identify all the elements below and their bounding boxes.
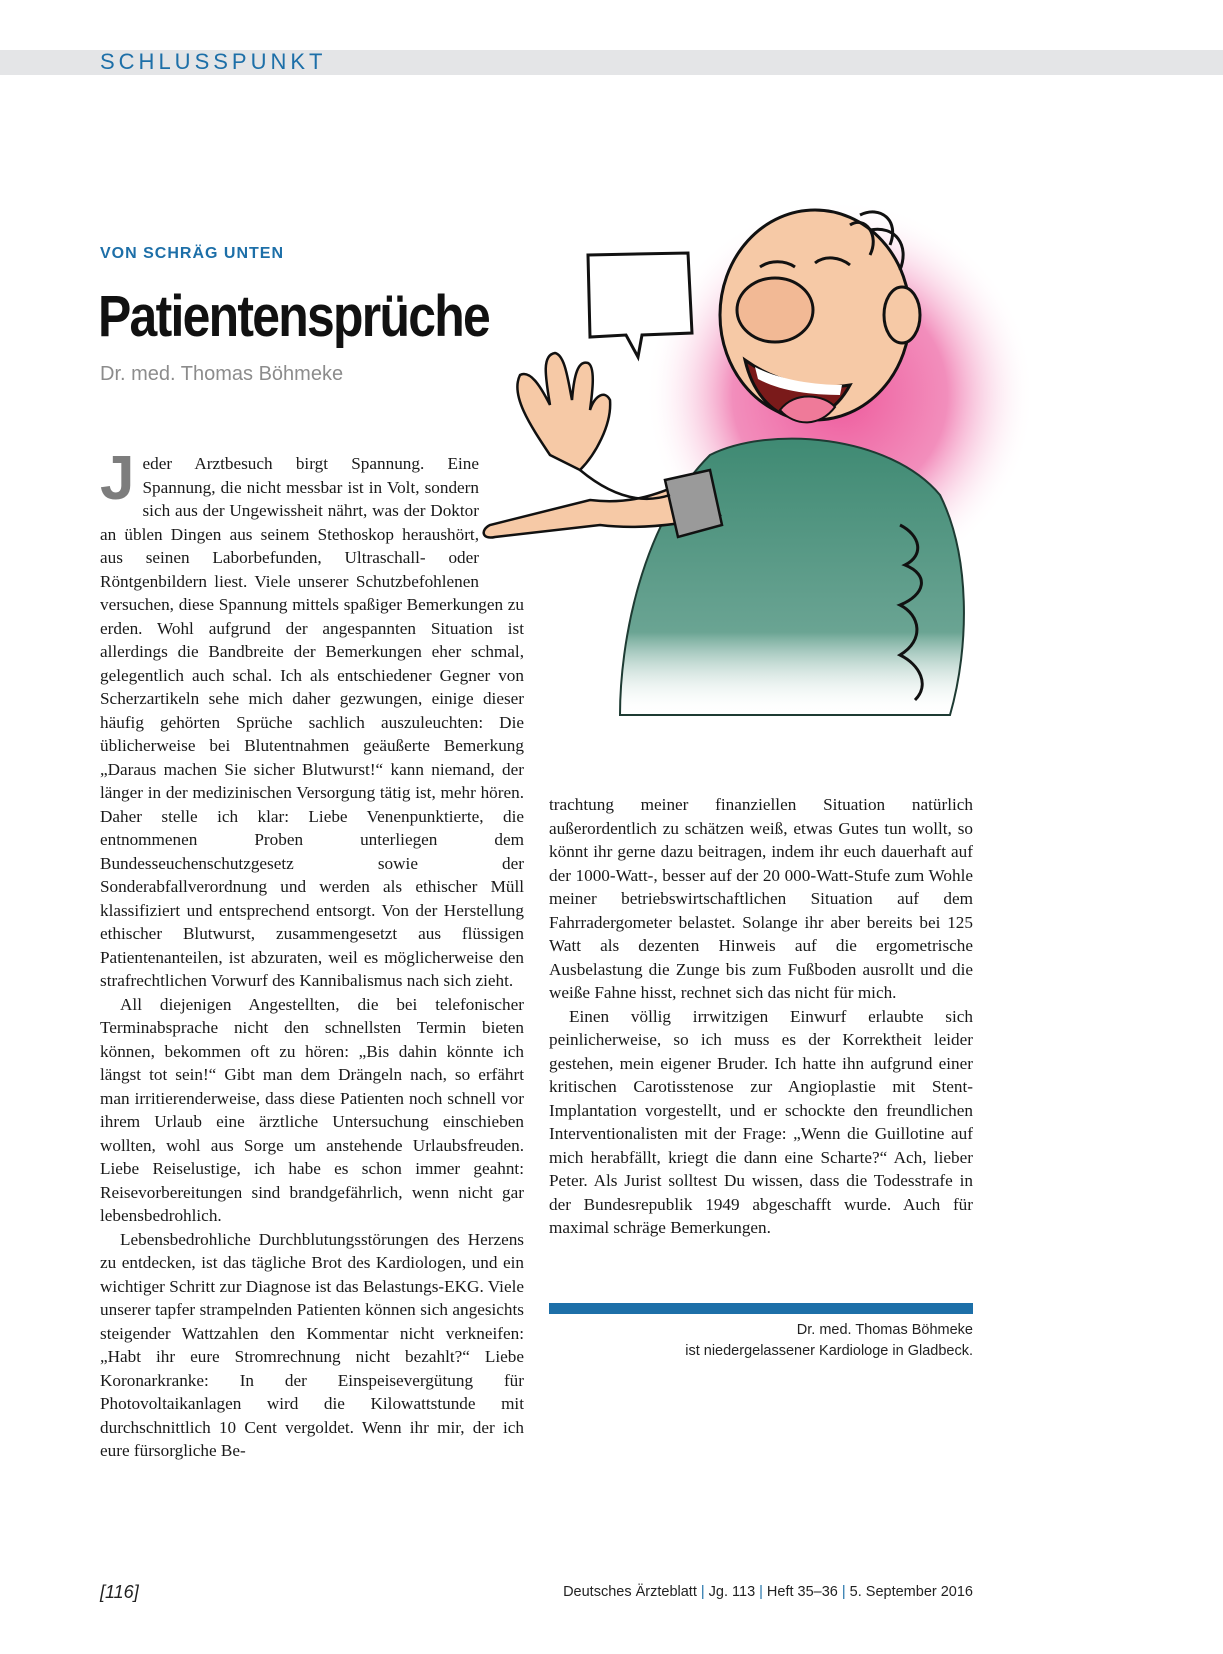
page-number: [116] <box>100 1582 139 1602</box>
drop-cap: J <box>100 444 135 513</box>
article-paragraph-5: Einen völlig irrwitzigen Einwurf erlaubte sich peinlicherweise, so ich muss es der Korrektheit leider gestehen, mein eigener Bruder. Ich hatte ihn aufgrund einer kritischen Carotisstenose zur Angioplastie mit Stent-Implantation vorgestellt, und er schockte den freundlichen Interventionalisten mit der Frage: „Wenn die Guillotine auf mich herabfällt, kriegt die dann eine Scharte?“ Ach, lieber Peter. Als Jurist solltest Du wissen, dass die Todesstrafe in der Bundesrepublik 1949 abgeschafft wurde. Auch für maximal schräge Bemerkungen. <box>549 1006 973 1237</box>
footer-issue: Heft 35–36 <box>766 1584 838 1600</box>
author-bio-name: Dr. med. Thomas Böhmeke <box>796 1322 973 1338</box>
article-paragraph-4: trachtung meiner finanziellen Situation natürlich außerordentlich zu schätzen weiß, etwas Gutes tun wollt, so könnt ihr gerne dazu beitragen, indem ihr euch dauerhaft auf der 1000-Watt-, besser auf der 20 000-Watt-Stufe zum Wohle meiner betriebswirtschaftlichen Situation auf dem Fahrradergometer belastet. Solange ihr aber bereits bei 125 Watt als dezenten Hinweis auf die ergometrische Ausbelastung die Zunge bis zum Fußboden ausrollt und die weiße Fahne hisst, rechnet sich das nicht für mich. <box>549 795 973 1002</box>
footer-date: 5. September 2016 <box>849 1584 973 1600</box>
article-paragraph-3: Lebensbedrohliche Durchblutungsstörungen des Herzens zu entdecken, ist das tägliche Brot des Kardiologen, und ein wichtiger Schritt zur Diagnose ist das Belastungs-EKG. Viele unserer tapfer strampelnden Patienten können sich angesichts steigender Wattzahlen den Kommentar nicht verkneifen: „Habt ihr eure Stromrechnung nicht bezahlt?“ Liebe Koronarkranke: In der Einspeisevergütung für Photovoltaikanlagen wird die Kilowattstunde mit durchschnittlich 10 Cent vergoldet. Wenn ihr mir, der ich eure fürsorgliche Be- <box>100 1229 524 1460</box>
section-label: SCHLUSSPUNKT <box>100 49 327 74</box>
author-bio-text: ist niedergelassener Kardiologe in Gladbeck. <box>685 1343 973 1359</box>
article-title: Patientensprüche <box>98 284 490 349</box>
paragraph-1-text: eder Arztbesuch birgt Spannung. Eine Spannung, die nicht messbar ist in Volt, sondern sich aus der Ungewissheit nährt, was der Doktor an üblen Dingen aus seinem Stethoskop heraushört, aus seinen Laborbefunden, Ultraschall- oder Röntgenbildern liest. Viele unserer Schutzbefohlenen versuchen, diese Spannung mittels spaßiger Bemerkungen zu erden. Wohl aufgrund der angespannten Situation ist allerdings die Bandbreite der Bemerkungen eher schmal, gelegentlich auch schal. Ich als entschiedener Gegner von Scherzartikeln sehe mich daher gezwungen, einige dieser häufig gehörten Sprüche sachlich auszuleuchten: Die üblicherweise bei Blutentnahmen geäußerte Bemerkung „Daraus machen Sie sicher Blutwurst!“ kann niemand, der länger in der medizinischen Versorgung tätig ist, mehr hören. Daher stelle ich klar: Liebe Venenpunktierte, die entnommenen Proben unterliegen dem Bundesseuchenschutzgesetz sowie der Sonderabfallverordnung und werden als ethischer Müll klassifiziert und entsprechend entsorgt. Von der Herstellung ethischer Blutwurst, zusammengesetzt aus flüssigen Patientenanteilen, ist abzuraten, weil es möglicherweise den strafrechtlichen Vorwurf des Kannibalismus nach sich zieht. <box>100 454 524 990</box>
author-bio <box>549 1320 973 1362</box>
article-column-2 <box>549 793 973 1240</box>
article-kicker: VON SCHRÄG UNTEN <box>100 245 285 262</box>
footer-volume: Jg. 113 <box>708 1584 756 1600</box>
footer-citation: Deutsches Ärzteblatt | Jg. 113 | Heft 35–36 | 5. September 2016 <box>563 1584 973 1600</box>
article-paragraph-1 <box>100 444 524 993</box>
article-column-1 <box>100 444 524 1463</box>
article-author: Dr. med. Thomas Böhmeke <box>100 363 344 385</box>
article-paragraph-2: All diejenigen Angestellten, die bei telefonischer Terminabsprache nicht den schnellsten Termin bieten können, bekommen oft zu hören: „Bis dahin könnte ich längst tot sein!“ Gibt man dem Drängeln nach, so erfährt man irritierenderweise, dass diese Patienten noch schnell vor ihrem Urlaub eine ärztliche Untersuchung einschieben wollten, wohl aus Sorge um anstehende Urlaubsfreuden. Liebe Reiselustige, ich habe es schon immer geahnt: Reisevorbereitungen sind brandgefährlich, wenn nicht gar lebensbedrohlich. <box>100 994 524 1225</box>
laughing-man-cartoon-icon <box>470 195 1030 755</box>
author-bio-rule <box>549 1303 973 1314</box>
footer-journal: Deutsches Ärzteblatt <box>563 1584 697 1600</box>
